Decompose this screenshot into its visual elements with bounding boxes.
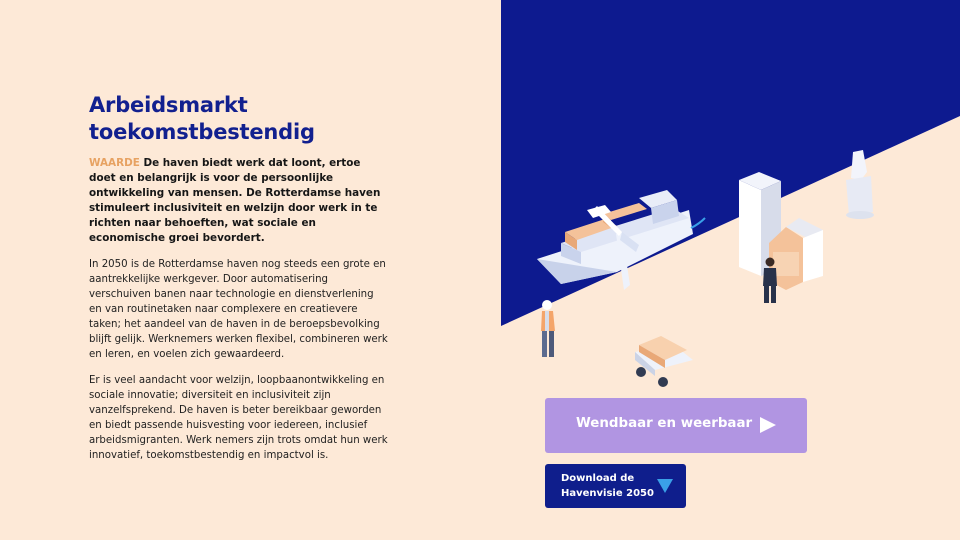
title-line-1: Arbeidsmarkt (89, 93, 248, 117)
primary-button-label: Wendbaar en weerbaar (576, 416, 753, 431)
page-title (89, 92, 389, 146)
cargo-cart-illustration (635, 336, 693, 387)
wendbaar-en-weerbaar-button[interactable] (545, 398, 807, 453)
article (89, 92, 389, 463)
lead-text: De haven biedt werk dat loont, ertoe doet en belangrijk is voor de persoonlijke ontwikkeling van mensen. De Rotterdamse haven stimuleert inclusiviteit en welzijn door werk in te richten naar behoeften, wat sociale en economische groei bevordert. (89, 157, 381, 244)
download-havenvisie-button[interactable] (545, 464, 686, 508)
buildings-illustration (739, 172, 823, 290)
port-illustration (501, 0, 960, 400)
arrow-down-icon (656, 478, 674, 494)
port-worker-illustration (541, 300, 555, 357)
body-paragraph-1: In 2050 is de Rotterdamse haven nog steeds een grote en aantrekkelijke werkgever. Door automatisering verschuiven banen naar technologie en dienstverlening en van routinetaken naar complexere en creatievere taken; het aandeel van de haven in de beroepsbevolking blijft gelijk. Werknemers werken flexibel, combineren werk en leren, en voelen zich gewaardeerd. (89, 259, 388, 360)
title-line-2: toekomstbestendig (89, 120, 315, 144)
play-icon (759, 416, 777, 434)
download-label-line-1: Download de (561, 473, 635, 484)
value-tag: WAARDE (89, 157, 140, 169)
download-label-line-2: Havenvisie 2050 (561, 488, 654, 499)
lead-paragraph (89, 156, 389, 246)
body-paragraph-2: Er is veel aandacht voor welzijn, loopbaanontwikkeling en sociale innovatie; diversiteit en inclusiviteit zijn vanzelfsprekend. De haven is beter bereikbaar geworden en biedt passende huisvesting voor iedereen, inclusief arbeidsmigranten. Werk nemers zijn trots omdat hun werk innovatief, toekomstbestendig en impactvol is. (89, 375, 388, 461)
